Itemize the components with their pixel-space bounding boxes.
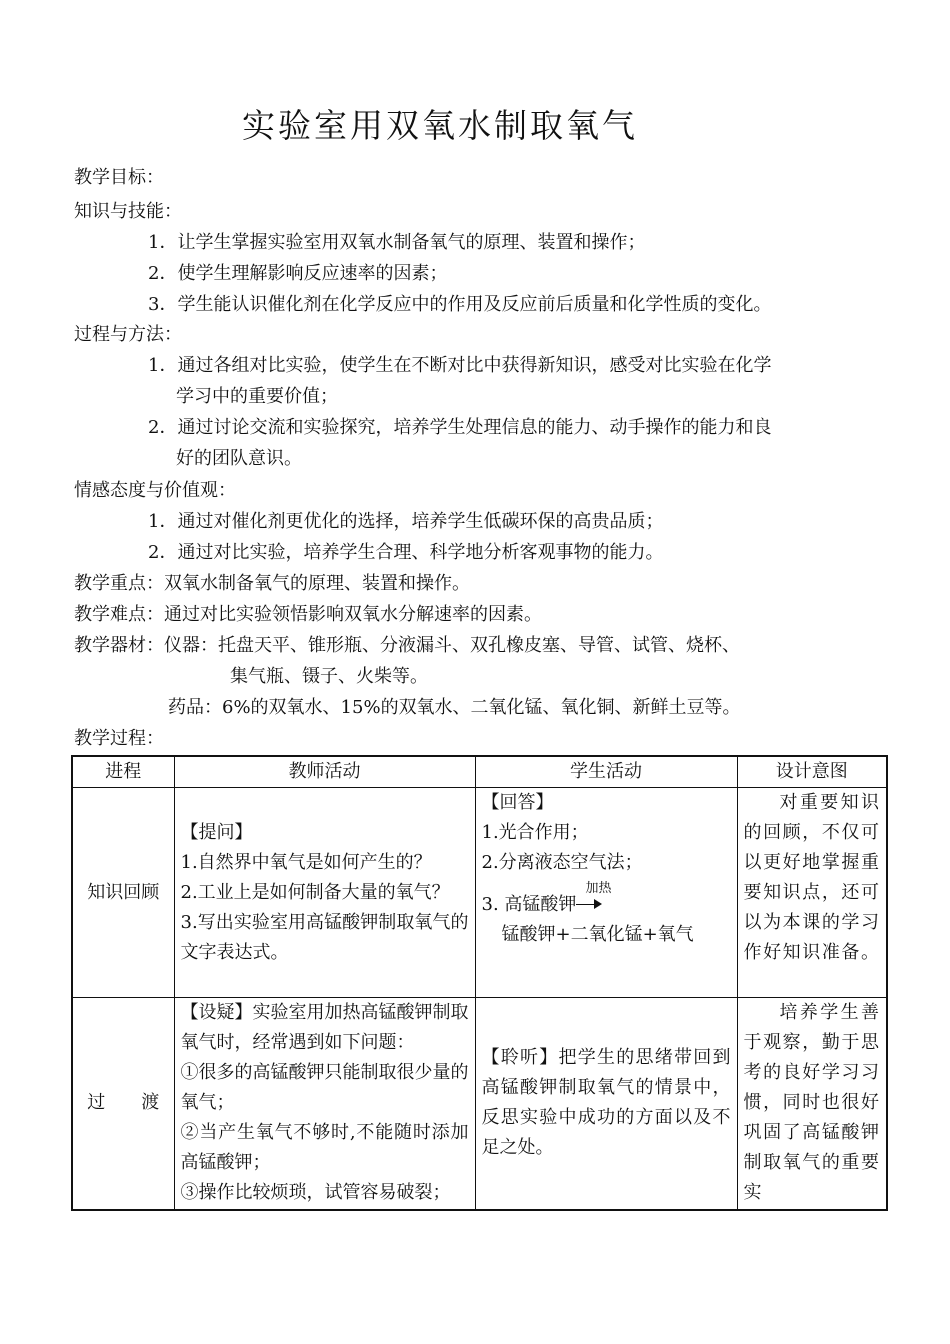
column-header: 进程 [72, 756, 174, 788]
process-table-heading: 教学过程： [74, 728, 164, 749]
reaction-condition: 加热 [585, 881, 612, 896]
equation-reactant: 3. 高锰酸钾 [481, 894, 577, 915]
teacher-line: 【提问】 [180, 821, 253, 843]
teacher-line: ③操作比较烦琐，试管容易破裂； [180, 1182, 451, 1203]
page-title: 实验室用双氧水制取氧气 [242, 106, 638, 145]
process-item-cont: 学习中的重要价值； [176, 386, 338, 407]
student-line: 2.分离液态空气法； [481, 852, 643, 873]
process-item: 1．通过各组对比实验，使学生在不断对比中获得新知识，感受对比实验在化学 [148, 355, 772, 376]
column-header: 教师活动 [174, 756, 475, 788]
knowledge-heading: 知识与技能： [74, 201, 182, 222]
goals-heading: 教学目标： [74, 167, 164, 188]
equipment-line: 教学器材：仪器：托盘天平、锥形瓶、分液漏斗、双孔橡皮塞、导管、试管、烧杯、 [74, 635, 740, 656]
attitude-item: 1．通过对催化剂更优化的选择，培养学生低碳环保的高贵品质； [148, 511, 664, 532]
teaching-process-table [71, 755, 888, 1211]
reaction-arrow-icon [576, 895, 602, 915]
table-header-row [72, 756, 887, 788]
process-item-cont: 好的团队意识。 [176, 448, 302, 469]
attitude-heading: 情感态度与价值观： [74, 480, 236, 501]
intent-cell: 对重要知识的回顾，不仅可以更好地掌握重要知识点，还可以为本课的学习作好知识准备。 [737, 788, 887, 998]
attitude-item: 2．通过对比实验，培养学生合理、科学地分析客观事物的能力。 [148, 542, 664, 563]
column-header: 设计意图 [737, 756, 887, 788]
difficulty: 教学难点：通过对比实验领悟影响双氧水分解速率的因素。 [74, 604, 542, 625]
teacher-line: 2.工业上是如何制备大量的氧气？ [180, 881, 450, 903]
stage-cell: 知识回顾 [72, 788, 174, 998]
table-row [72, 998, 887, 1210]
column-header: 学生活动 [475, 756, 737, 788]
student-activity-cell [475, 788, 737, 998]
student-line: 1.光合作用； [481, 822, 589, 843]
reaction-equation [482, 878, 731, 950]
student-line: 【回答】 [481, 792, 554, 813]
equation-products: 锰酸钾+二氧化锰+氧气 [501, 924, 694, 945]
teacher-line: 【设疑】实验室用加热高锰酸钾制取氧气时，经常遇到如下问题： [180, 1002, 469, 1053]
student-activity-cell: 【聆听】把学生的思绪带回到高锰酸钾制取氧气的情景中，反思实验中成功的方面以及不足之处。 [475, 998, 737, 1210]
teacher-line: ①很多的高锰酸钾只能制取很少量的氧气； [180, 1062, 469, 1113]
equipment-line: 药品：6%的双氧水、15%的双氧水、二氧化锰、氧化铜、新鲜土豆等。 [168, 697, 741, 718]
process-heading: 过程与方法： [74, 324, 182, 345]
intent-cell: 培养学生善于观察，勤于思考的良好学习习惯，同时也很好巩固了高锰酸钾制取氧气的重要实 [737, 998, 887, 1210]
process-item: 2．通过讨论交流和实验探究，培养学生处理信息的能力、动手操作的能力和良 [148, 417, 772, 438]
teacher-activity-cell [174, 788, 475, 998]
teacher-line: 3.写出实验室用高锰酸钾制取氧气的文字表达式。 [180, 911, 469, 963]
stage-cell: 过 渡 [72, 998, 174, 1210]
knowledge-item: 3．学生能认识催化剂在化学反应中的作用及反应前后质量和化学性质的变化。 [148, 294, 772, 315]
teacher-line: ②当产生氧气不够时,不能随时添加高锰酸钾； [180, 1122, 469, 1173]
knowledge-item: 1．让学生掌握实验室用双氧水制备氧气的原理、装置和操作； [148, 232, 646, 253]
equipment-line: 集气瓶、镊子、火柴等。 [230, 666, 428, 687]
knowledge-item: 2．使学生理解影响反应速率的因素； [148, 263, 448, 284]
teacher-line: 1.自然界中氧气是如何产生的？ [180, 851, 432, 873]
table-row [72, 788, 887, 998]
teacher-activity-cell [174, 998, 475, 1210]
key-point: 教学重点：双氧水制备氧气的原理、装置和操作。 [74, 573, 470, 594]
